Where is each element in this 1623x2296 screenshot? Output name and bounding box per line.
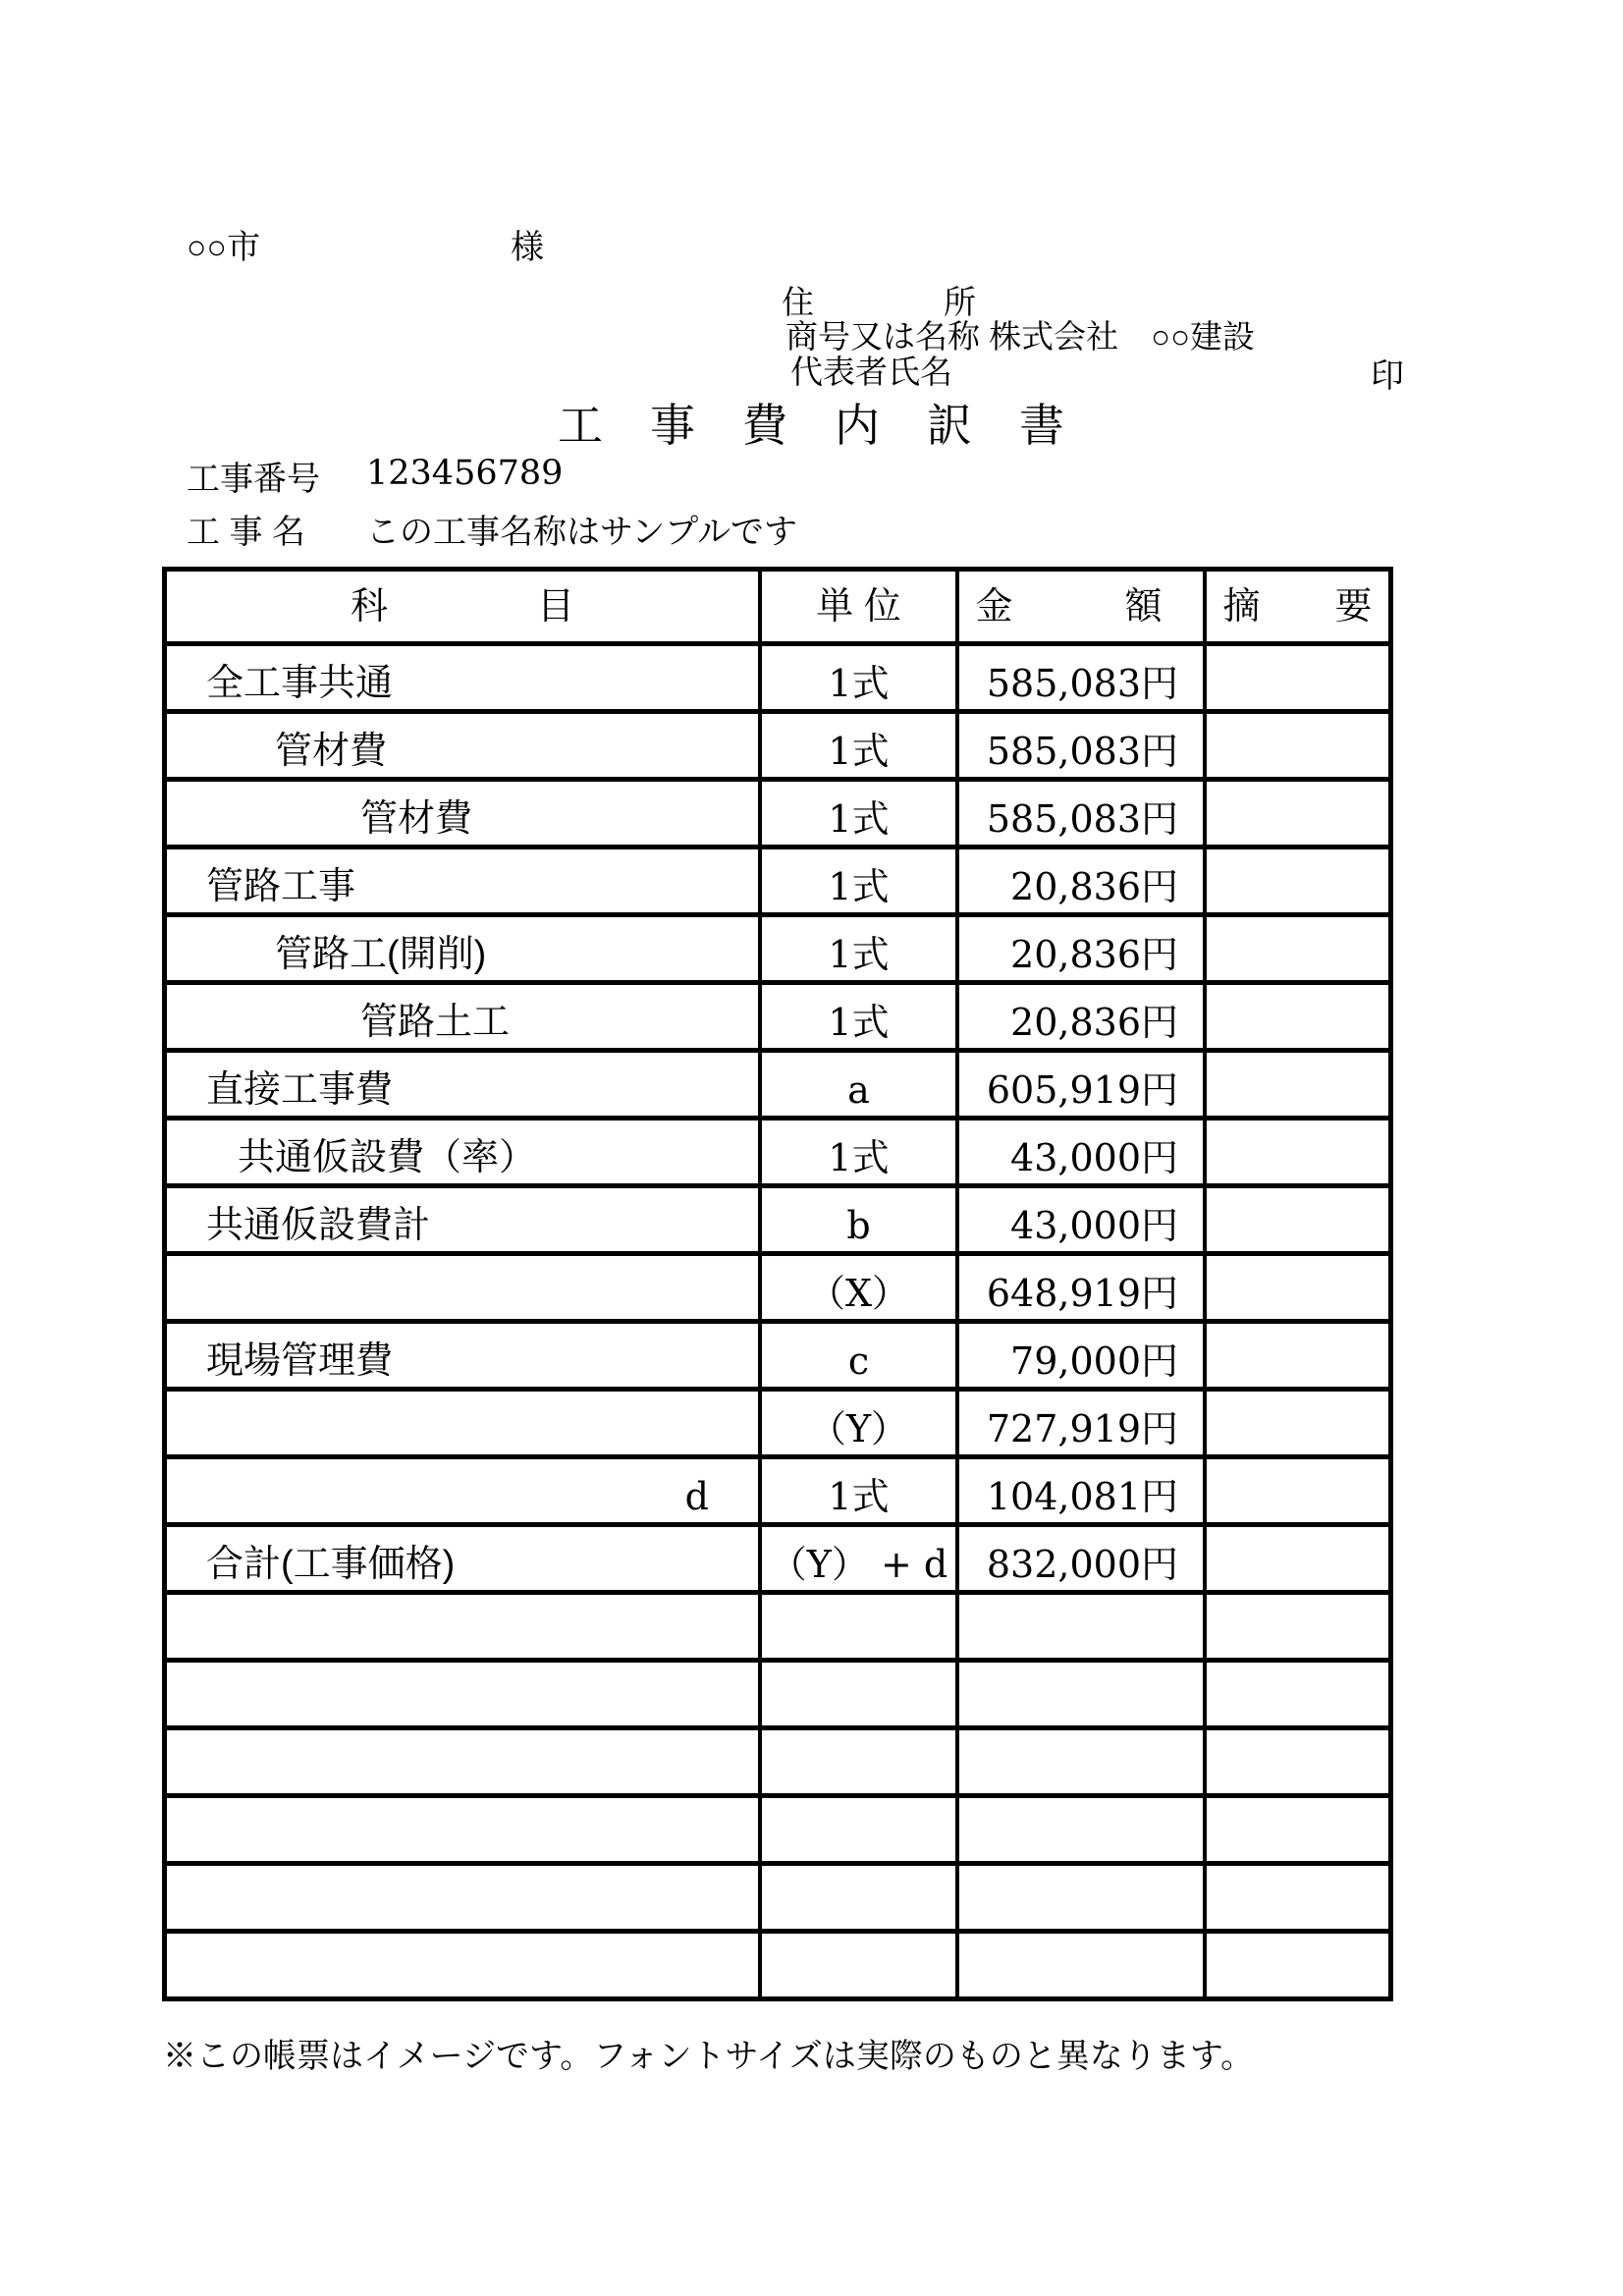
subject-cell: 共通仮設費（率）	[238, 1137, 537, 1178]
amount-cell: 43,000円	[955, 1121, 1203, 1183]
subject-cell: 現場管理費	[206, 1340, 394, 1382]
subject-cell	[167, 1663, 758, 1725]
unit-cell: 1式	[758, 646, 955, 709]
subject-cell: 管路工事	[206, 866, 356, 907]
table-row	[167, 1725, 1388, 1793]
note-cell	[1203, 1392, 1388, 1454]
subject-cell	[167, 1256, 758, 1319]
table-row	[167, 1793, 1388, 1861]
seal-mark: 印	[1371, 357, 1404, 395]
table-row	[167, 1590, 1388, 1658]
unit-cell: b	[758, 1188, 955, 1251]
unit-cell: （Y）	[758, 1392, 955, 1454]
company-representative-label: 代表者氏名	[790, 354, 952, 390]
company-name-spacer	[980, 318, 989, 355]
amount-cell: 104,081円	[955, 1459, 1203, 1522]
table-row	[167, 980, 1388, 1048]
table-row	[167, 1929, 1388, 1996]
table-row	[167, 1387, 1388, 1454]
table-body	[167, 641, 1388, 1996]
note-cell	[1203, 985, 1388, 1048]
amount-cell	[955, 1798, 1203, 1861]
unit-cell	[758, 1866, 955, 1929]
amount-cell: 605,919円	[955, 1053, 1203, 1116]
amount-cell: 20,836円	[955, 917, 1203, 980]
note-cell	[1203, 1934, 1388, 1996]
subject-cell	[167, 1595, 758, 1658]
subject-cell: 合計(工事価格)	[206, 1544, 456, 1585]
breakdown-table	[162, 567, 1393, 2001]
subject-cell: 管材費	[275, 731, 388, 772]
note-cell	[1203, 1459, 1388, 1522]
note-cell	[1203, 1053, 1388, 1116]
note-cell	[1203, 1595, 1388, 1658]
subject-cell: d	[684, 1475, 709, 1518]
table-row	[167, 1116, 1388, 1183]
table-header-row	[167, 572, 1388, 641]
unit-cell	[758, 1934, 955, 1996]
note-cell	[1203, 1188, 1388, 1251]
recipient-name: ○○市	[187, 229, 261, 266]
project-name-label: 工 事 名	[187, 514, 305, 551]
note-cell	[1203, 1663, 1388, 1725]
header-note: 摘 要	[1203, 572, 1388, 641]
unit-cell: a	[758, 1053, 955, 1116]
note-cell	[1203, 1730, 1388, 1793]
header-subject: 科 目	[350, 585, 574, 628]
amount-cell: 727,919円	[955, 1392, 1203, 1454]
table-row	[167, 1861, 1388, 1929]
note-cell	[1203, 1324, 1388, 1387]
unit-cell: 1式	[758, 714, 955, 777]
amount-cell: 585,083円	[955, 714, 1203, 777]
subject-cell	[167, 1730, 758, 1793]
unit-cell: 1式	[758, 1121, 955, 1183]
project-number-label: 工事番号	[187, 461, 320, 498]
amount-cell: 79,000円	[955, 1324, 1203, 1387]
note-cell	[1203, 917, 1388, 980]
table-row	[167, 1522, 1388, 1590]
subject-cell	[167, 1934, 758, 1996]
subject-cell	[167, 1392, 758, 1454]
recipient-honorific: 様	[511, 229, 544, 266]
table-row	[167, 912, 1388, 980]
unit-cell: 1式	[758, 782, 955, 845]
project-number-value: 123456789	[366, 454, 564, 493]
header-amount: 金 額	[955, 572, 1203, 641]
note-cell	[1203, 849, 1388, 912]
unit-cell: 1式	[758, 1459, 955, 1522]
company-name-label: 商号又は名称	[785, 318, 980, 355]
amount-cell: 832,000円	[955, 1527, 1203, 1590]
subject-cell	[167, 1798, 758, 1861]
subject-cell: 管路土工	[360, 1002, 511, 1043]
unit-cell: 1式	[758, 917, 955, 980]
unit-cell: （X）	[758, 1256, 955, 1319]
table-row	[167, 1454, 1388, 1522]
table-row	[167, 1658, 1388, 1725]
note-cell	[1203, 646, 1388, 709]
subject-cell: 共通仮設費計	[206, 1205, 431, 1246]
unit-cell: 1式	[758, 985, 955, 1048]
subject-cell: 直接工事費	[206, 1069, 394, 1111]
table-row	[167, 1048, 1388, 1116]
note-cell	[1203, 1121, 1388, 1183]
note-cell	[1203, 782, 1388, 845]
amount-cell: 585,083円	[955, 646, 1203, 709]
amount-cell	[955, 1730, 1203, 1793]
project-name-value: この工事名称はサンプルです	[366, 514, 797, 551]
amount-cell	[955, 1866, 1203, 1929]
unit-cell	[758, 1730, 955, 1793]
subject-cell: 管路工(開削)	[275, 934, 487, 975]
amount-cell: 20,836円	[955, 849, 1203, 912]
table-row	[167, 641, 1388, 709]
amount-cell	[955, 1663, 1203, 1725]
table-row	[167, 1183, 1388, 1251]
unit-cell	[758, 1663, 955, 1725]
amount-cell: 648,919円	[955, 1256, 1203, 1319]
subject-cell	[167, 1866, 758, 1929]
unit-cell	[758, 1798, 955, 1861]
page-title: 工 事 費 内 訳 書	[558, 400, 1065, 451]
company-name-value: 株式会社 ○○建設	[989, 318, 1256, 355]
amount-cell: 20,836円	[955, 985, 1203, 1048]
table-row	[167, 845, 1388, 912]
amount-cell: 43,000円	[955, 1188, 1203, 1251]
unit-cell	[758, 1595, 955, 1658]
unit-cell: 1式	[758, 849, 955, 912]
header-unit: 単 位	[758, 572, 955, 641]
footer-note: ※この帳票はイメージです。フォントサイズは実際のものと異なります。	[163, 2038, 1255, 2075]
amount-cell	[955, 1595, 1203, 1658]
amount-cell: 585,083円	[955, 782, 1203, 845]
note-cell	[1203, 1256, 1388, 1319]
company-address-label: 住 所	[782, 284, 976, 320]
table-row	[167, 777, 1388, 845]
subject-cell: 全工事共通	[206, 663, 394, 704]
amount-cell	[955, 1934, 1203, 1996]
note-cell	[1203, 1527, 1388, 1590]
table-row	[167, 1251, 1388, 1319]
subject-cell: 管材費	[360, 798, 473, 840]
unit-cell: c	[758, 1324, 955, 1387]
note-cell	[1203, 714, 1388, 777]
note-cell	[1203, 1866, 1388, 1929]
table-row	[167, 709, 1388, 777]
table-row	[167, 1319, 1388, 1387]
note-cell	[1203, 1798, 1388, 1861]
unit-cell: （Y） + d	[758, 1527, 955, 1590]
